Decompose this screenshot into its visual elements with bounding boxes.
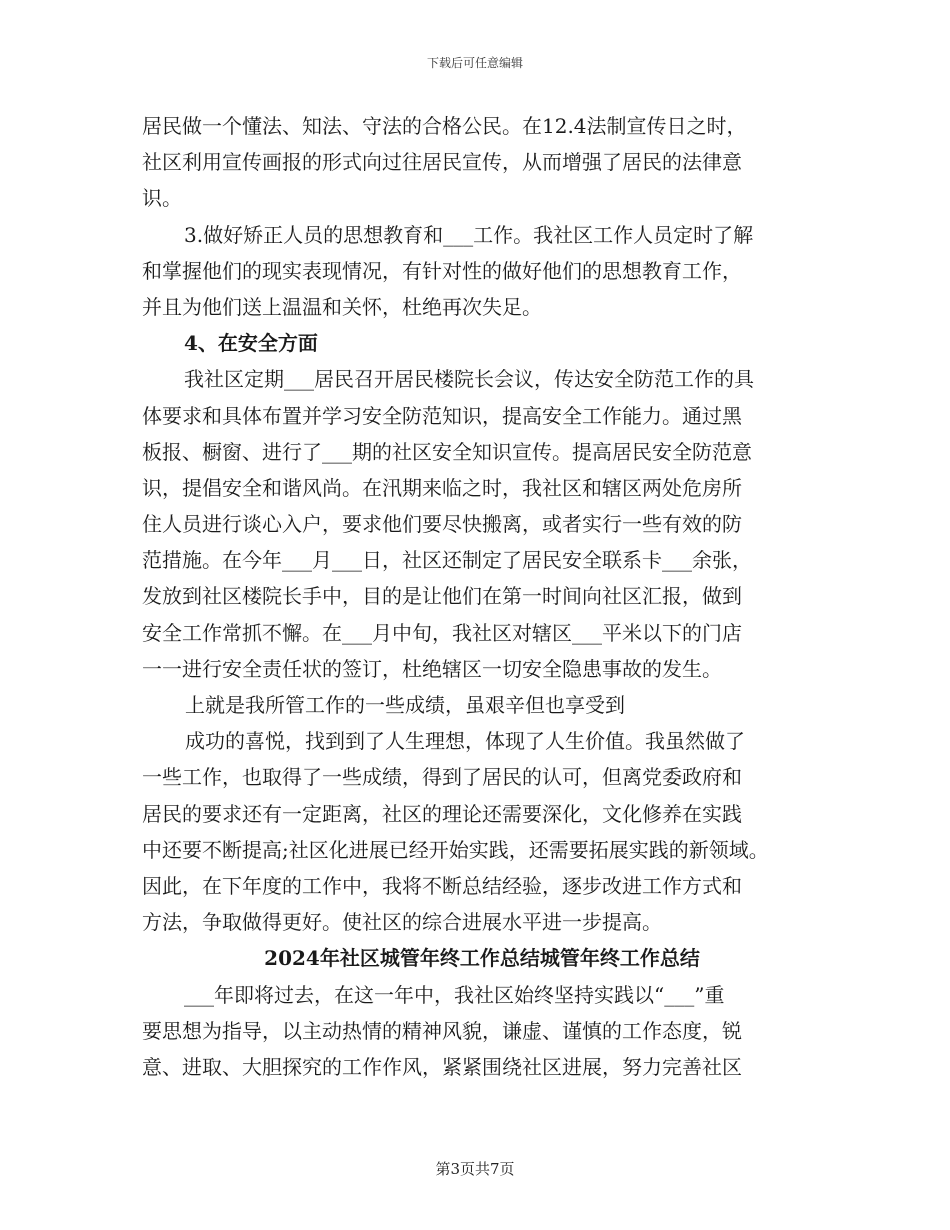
text-line: 范措施。在今年___月___日，社区还制定了居民安全联系卡___余张， (142, 548, 752, 573)
text-line: 一一进行安全责任状的签订，杜绝辖区一切安全隐患事故的发生。 (142, 656, 722, 681)
text-line: 3.做好矫正人员的思想教育和___工作。我社区工作人员定时了解 (184, 222, 754, 247)
text-line: 居民做一个懂法、知法、守法的合格公民。在12.4法制宣传日之时， (142, 114, 747, 138)
text-line: 板报、橱窗、进行了___期的社区安全知识宣传。提高居民安全防范意 (142, 439, 752, 464)
text-line: 居民的要求还有一定距离，社区的理论还需要深化，文化修养在实践 (142, 801, 742, 826)
page-footer: 第3页共7页 (435, 1160, 515, 1178)
text-line: 一些工作，也取得了一些成绩，得到了居民的认可，但离党委政府和 (142, 765, 742, 790)
text-line: 我社区定期___居民召开居民楼院长会议，传达安全防范工作的具 (184, 367, 754, 392)
text-line: 成功的喜悦，找到到了人生理想，体现了人生价值。我虽然做了 (185, 729, 745, 754)
text-line: ___年即将过去，在这一年中，我社区始终坚持实践以“___”重 (184, 982, 725, 1007)
text-line: 方法，争取做得更好。使社区的综合进展水平进一步提高。 (142, 910, 662, 935)
text-line: 住人员进行谈心入户，要求他们要尽快搬离，或者实行一些有效的防 (142, 512, 742, 537)
text-line: 体要求和具体布置并学习安全防范知识，提高安全工作能力。通过黑 (142, 403, 742, 428)
document-title: 2024年社区城管年终工作总结城管年终工作总结 (264, 946, 700, 971)
document-body (142, 108, 822, 1085)
text-line: 发放到社区楼院长手中，目的是让他们在第一时间向社区汇报，做到 (142, 584, 742, 609)
text-line: 因此，在下年度的工作中，我将不断总结经验，逐步改进工作方式和 (142, 873, 742, 898)
page-header: 下载后可任意编辑 (426, 56, 523, 70)
text-line: 要思想为指导，以主动热情的精神风貌，谦虚、谨慎的工作态度，锐 (142, 1018, 742, 1043)
text-line: 安全工作常抓不懈。在___月中旬，我社区对辖区___平米以下的门店 (142, 620, 742, 645)
text-line: 识。 (142, 186, 182, 211)
text-line: 识，提倡安全和谐风尚。在汛期来临之时，我社区和辖区两处危房所 (142, 475, 742, 500)
text-line: 意、进取、大胆探究的工作作风，紧紧围绕社区进展，努力完善社区 (142, 1054, 742, 1079)
text-line: 中还要不断提高;社区化进展已经开始实践，还需要拓展实践的新领域。 (142, 837, 769, 862)
text-line: 并且为他们送上温温和关怀，杜绝再次失足。 (142, 294, 542, 319)
text-line: 社区利用宣传画报的形式向过往居民宣传，从而增强了居民的法律意 (142, 150, 742, 175)
section-heading: 4、在安全方面 (184, 331, 318, 356)
text-line: 和掌握他们的现实表现情况，有针对性的做好他们的思想教育工作， (142, 258, 742, 283)
text-line: 上就是我所管工作的一些成绩，虽艰辛但也享受到 (185, 693, 625, 717)
